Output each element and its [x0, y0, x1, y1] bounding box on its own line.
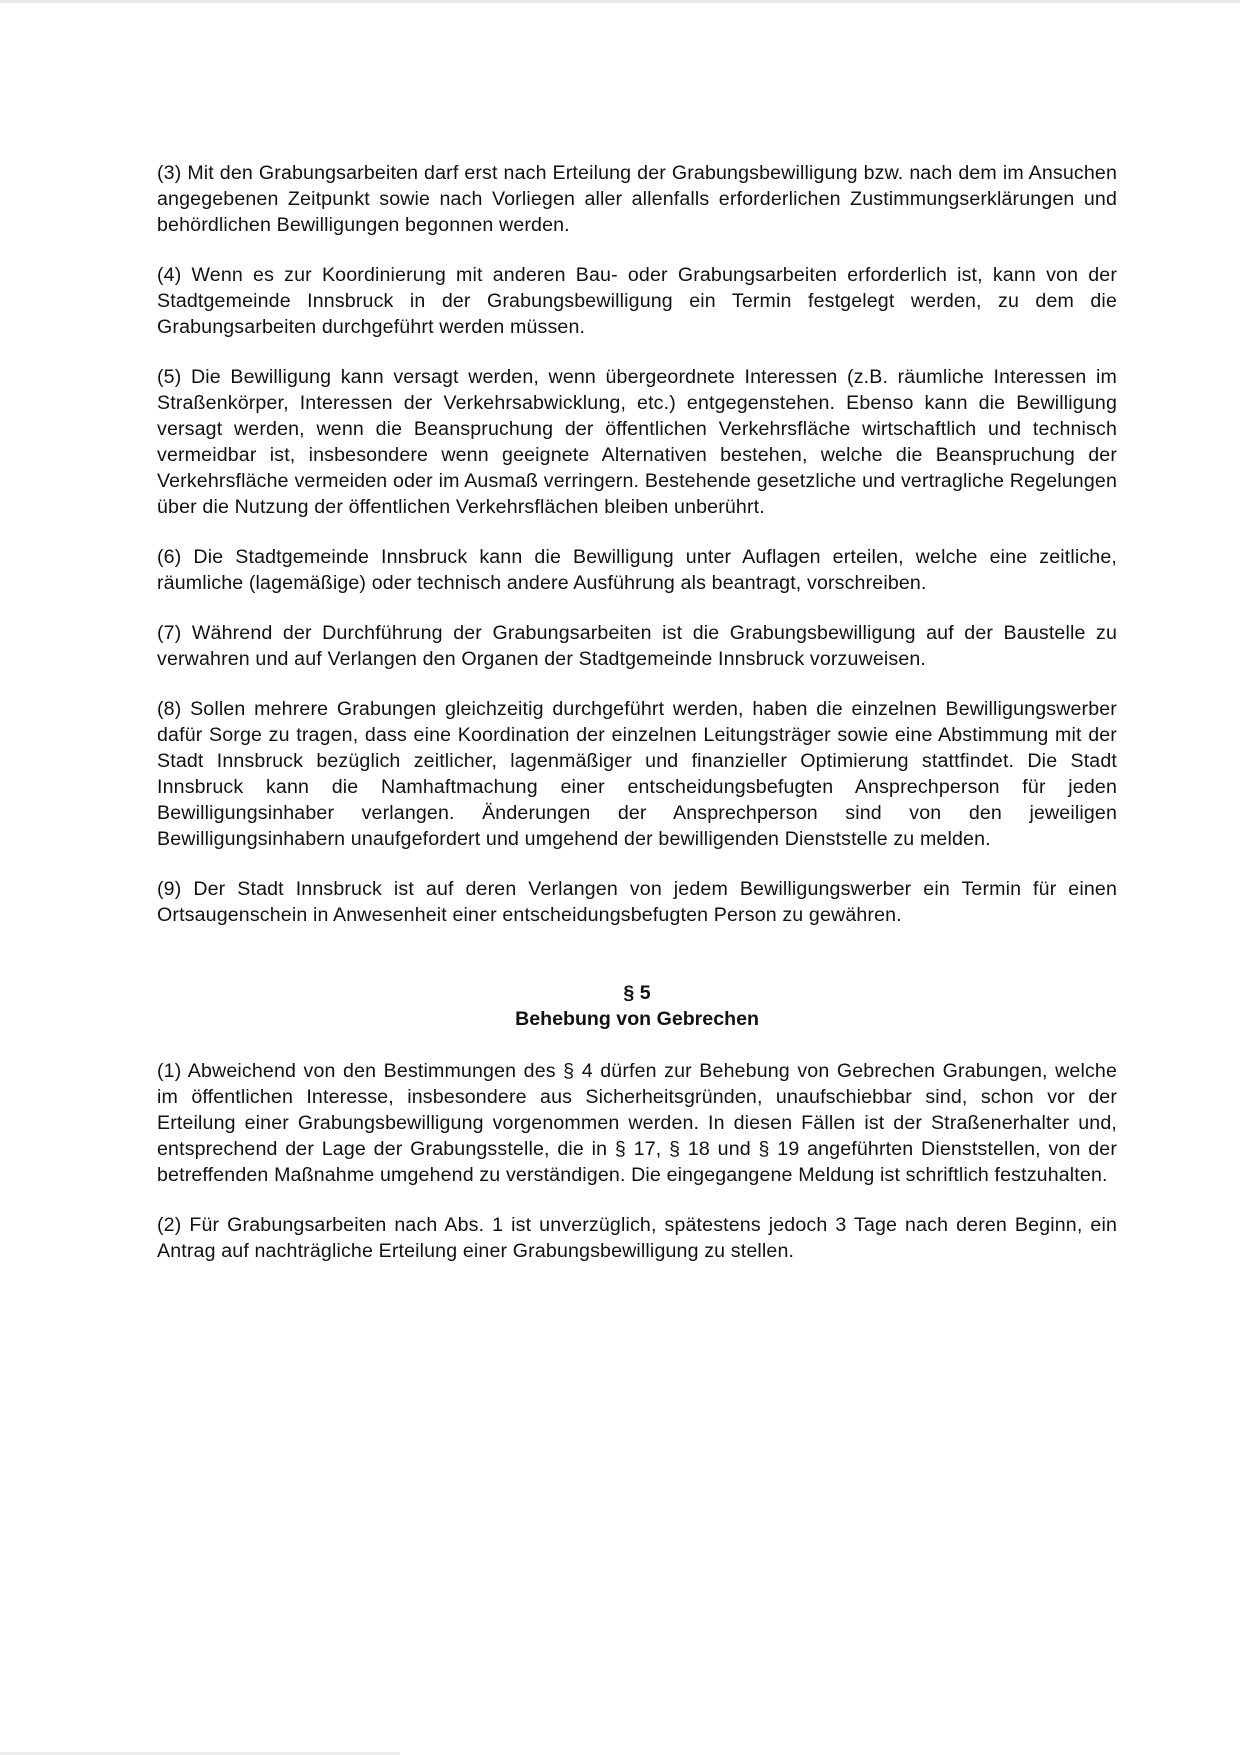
paragraph-4-6: (6) Die Stadtgemeinde Innsbruck kann die Bewilligung unter Auflagen erteilen, welche eine zeitliche, räumliche (lagemäßige) oder technisch andere Ausführung als beantragt, vorschreiben. [157, 546, 1117, 594]
paragraph-4-9: (9) Der Stadt Innsbruck ist auf deren Verlangen von jedem Bewilligungswerber ein Termin für einen Ortsaugenschein in Anwesenheit einer entscheidungsbefugten Person zu gewähren. [157, 878, 1117, 926]
paragraph-5-1: (1) Abweichend von den Bestimmungen des § 4 dürfen zur Behebung von Gebrechen Grabungen, welche im öffentlichen Interesse, insbesondere aus Sicherheitsgründen, unaufschiebbar sind, schon vor der Erteilung einer Grabungsbewilligung vorgenommen werden. In diesen Fällen ist der Straßenerhalter und, entsprechend der Lage der Grabungsstelle, die in § 17, § 18 und § 19 angeführten Dienststellen, von der betreffenden Maßnahme umgehend zu verständigen. Die eingegangene Meldung ist schriftlich festzuhalten. [157, 1060, 1117, 1186]
paragraph-4-3: (3) Mit den Grabungsarbeiten darf erst nach Erteilung der Grabungsbewilligung bzw. nach dem im Ansuchen angegebenen Zeitpunkt sowie nach Vorliegen aller allenfalls erforderlichen Zustimmungserklärungen und behördlichen Bewilligungen begonnen werden. [157, 162, 1117, 236]
paragraph-4-5: (5) Die Bewilligung kann versagt werden, wenn übergeordnete Interessen (z.B. räumliche Interessen im Straßenkörper, Interessen der Verkehrsabwicklung, etc.) entgegenstehen. Ebenso kann die Bewilligung versagt werden, wenn die Beanspruchung der öffentlichen Verkehrsfläche wirtschaftlich und technisch vermeidbar ist, insbesondere wenn geeignete Alternativen bestehen, welche die Beanspruchung der Verkehrsfläche vermeiden oder im Ausmaß verringern. Bestehende gesetzliche und vertragliche Regelungen über die Nutzung der öffentlichen Verkehrsflächen bleiben unberührt. [157, 366, 1117, 518]
section-title: Behebung von Gebrechen [515, 1008, 759, 1030]
paragraph-4-4: (4) Wenn es zur Koordinierung mit anderen Bau- oder Grabungsarbeiten erforderlich ist, kann von der Stadtgemeinde Innsbruck in der Grabungsbewilligung ein Termin festgelegt werden, zu dem die Grabungsarbeiten durchgeführt werden müssen. [157, 264, 1117, 338]
scan-edge-top [0, 0, 1240, 3]
paragraph-5-2: (2) Für Grabungsarbeiten nach Abs. 1 ist unverzüglich, spätestens jedoch 3 Tage nach deren Beginn, ein Antrag auf nachträgliche Erteilung einer Grabungsbewilligung zu stellen. [157, 1214, 1117, 1262]
section-number: § 5 [623, 982, 651, 1004]
document-body [157, 160, 1117, 1288]
section-5-heading [157, 980, 1117, 1032]
paragraph-4-7: (7) Während der Durchführung der Grabungsarbeiten ist die Grabungsbewilligung auf der Baustelle zu verwahren und auf Verlangen den Organen der Stadtgemeinde Innsbruck vorzuweisen. [157, 622, 1117, 670]
paragraph-4-8: (8) Sollen mehrere Grabungen gleichzeitig durchgeführt werden, haben die einzelnen Bewilligungswerber dafür Sorge zu tragen, dass eine Koordination der einzelnen Leitungsträger sowie eine Abstimmung mit der Stadt Innsbruck bezüglich zeitlicher, lagenmäßiger und finanzieller Optimierung stattfindet. Die Stadt Innsbruck kann die Namhaftmachung einer entscheidungsbefugten Ansprechperson für jeden Bewilligungsinhaber verlangen. Änderungen der Ansprechperson sind von den jeweiligen Bewilligungsinhabern unaufgefordert und umgehend der bewilligenden Dienststelle zu melden. [157, 698, 1117, 850]
